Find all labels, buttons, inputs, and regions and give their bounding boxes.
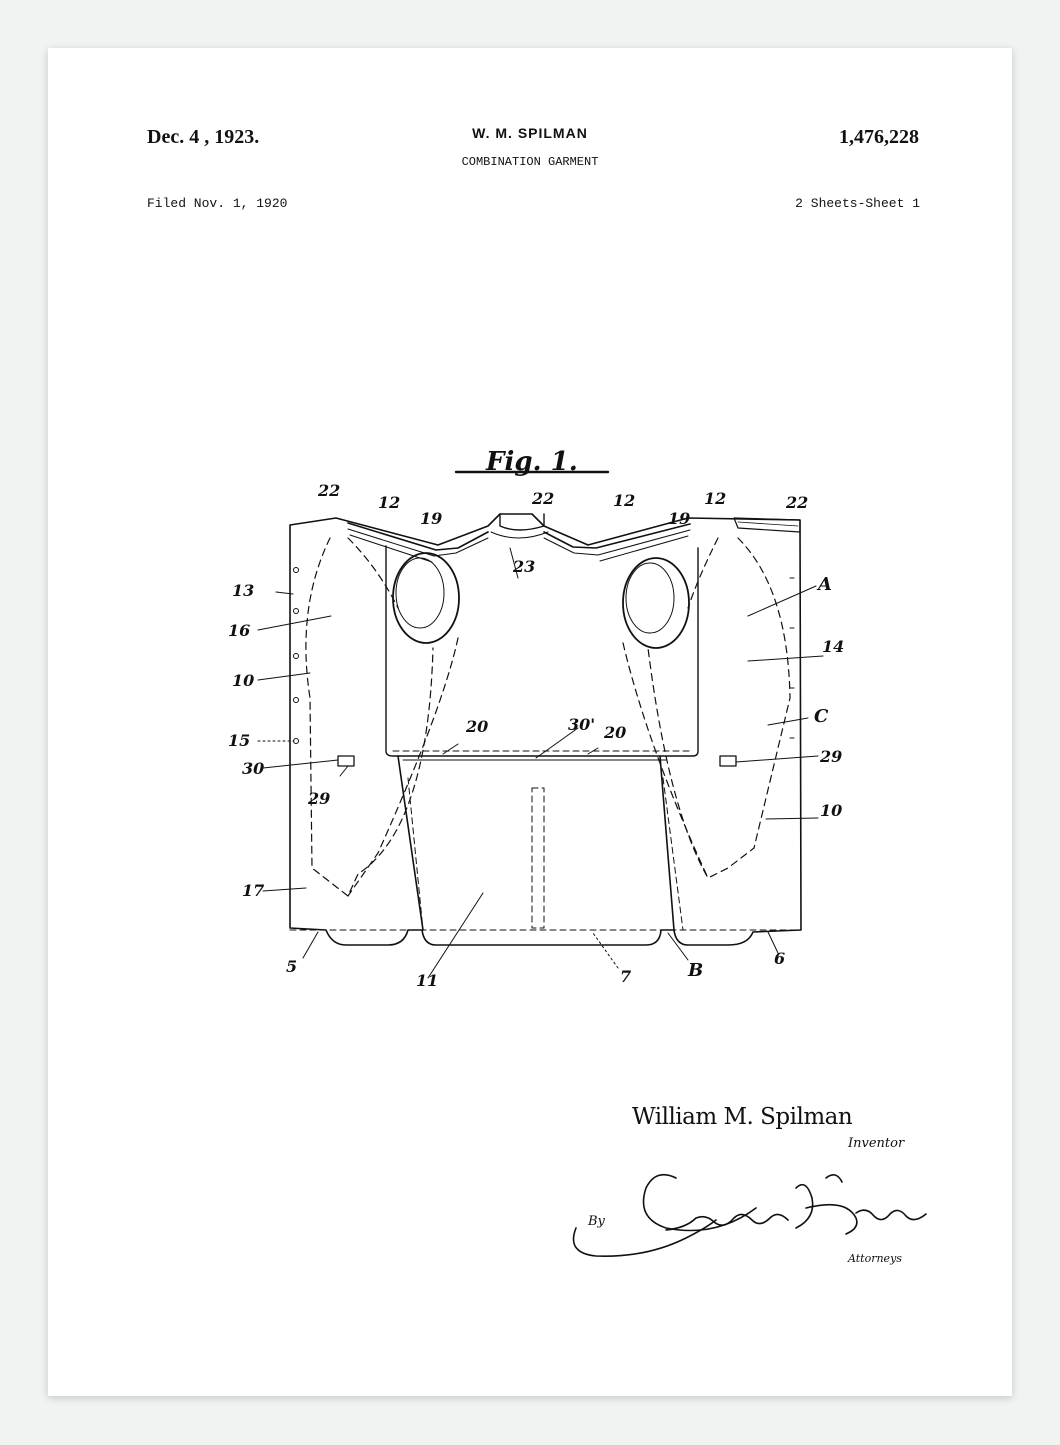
- ref-29: 29: [820, 747, 843, 766]
- ref-A: A: [818, 574, 832, 595]
- ref-12: 12: [704, 489, 727, 508]
- inventor-role: Inventor: [848, 1136, 905, 1151]
- ref-10: 10: [232, 671, 255, 690]
- ref-6: 6: [774, 949, 786, 968]
- patent-number: 1,476,228: [839, 126, 919, 148]
- inventor-name: W. M. SPILMAN: [472, 125, 588, 141]
- hidden-sleeves: [306, 538, 790, 896]
- reference-numerals: [228, 481, 844, 990]
- garment-outline: [290, 514, 801, 945]
- edge-buttons: [294, 568, 795, 744]
- ref-7: 7: [620, 967, 632, 986]
- ref-10: 10: [820, 801, 843, 820]
- ref-30: 30: [242, 759, 265, 778]
- patent-date: Dec. 4 , 1923.: [147, 126, 260, 148]
- leader-lines: [258, 548, 823, 978]
- by-label: By: [588, 1214, 605, 1229]
- patent-title: COMBINATION GARMENT: [461, 155, 599, 169]
- ref-19: 19: [420, 509, 443, 528]
- ref-15: 15: [228, 731, 251, 750]
- patent-sheet: [48, 48, 1012, 1396]
- ref-23: 23: [513, 557, 536, 576]
- ref-22: 22: [532, 489, 555, 508]
- ref-17: 17: [242, 881, 265, 900]
- inventor-signature-name: William M. Spilman: [632, 1104, 853, 1130]
- ref-20: 20: [604, 723, 627, 742]
- ref-19: 19: [668, 509, 691, 528]
- arm-holes: [393, 553, 689, 648]
- ref-14: 14: [822, 637, 845, 656]
- ref-30-prime: 30': [568, 715, 596, 734]
- ref-20: 20: [466, 717, 489, 736]
- attorneys-label: Attorneys: [848, 1252, 902, 1265]
- ref-C: C: [814, 706, 829, 727]
- ref-12: 12: [613, 491, 636, 510]
- ref-22: 22: [318, 481, 341, 500]
- ref-29: 29: [308, 789, 331, 808]
- ref-12: 12: [378, 493, 401, 512]
- ref-13: 13: [232, 581, 255, 600]
- sheet-count: 2 Sheets-Sheet 1: [795, 196, 920, 211]
- filed-date: Filed Nov. 1, 1920: [147, 196, 288, 211]
- ref-22: 22: [786, 493, 809, 512]
- ref-16: 16: [228, 621, 251, 640]
- figure-label: Fig. 1.: [486, 447, 578, 477]
- ref-5: 5: [286, 957, 298, 976]
- ref-11: 11: [416, 971, 439, 990]
- ref-B: B: [688, 960, 704, 981]
